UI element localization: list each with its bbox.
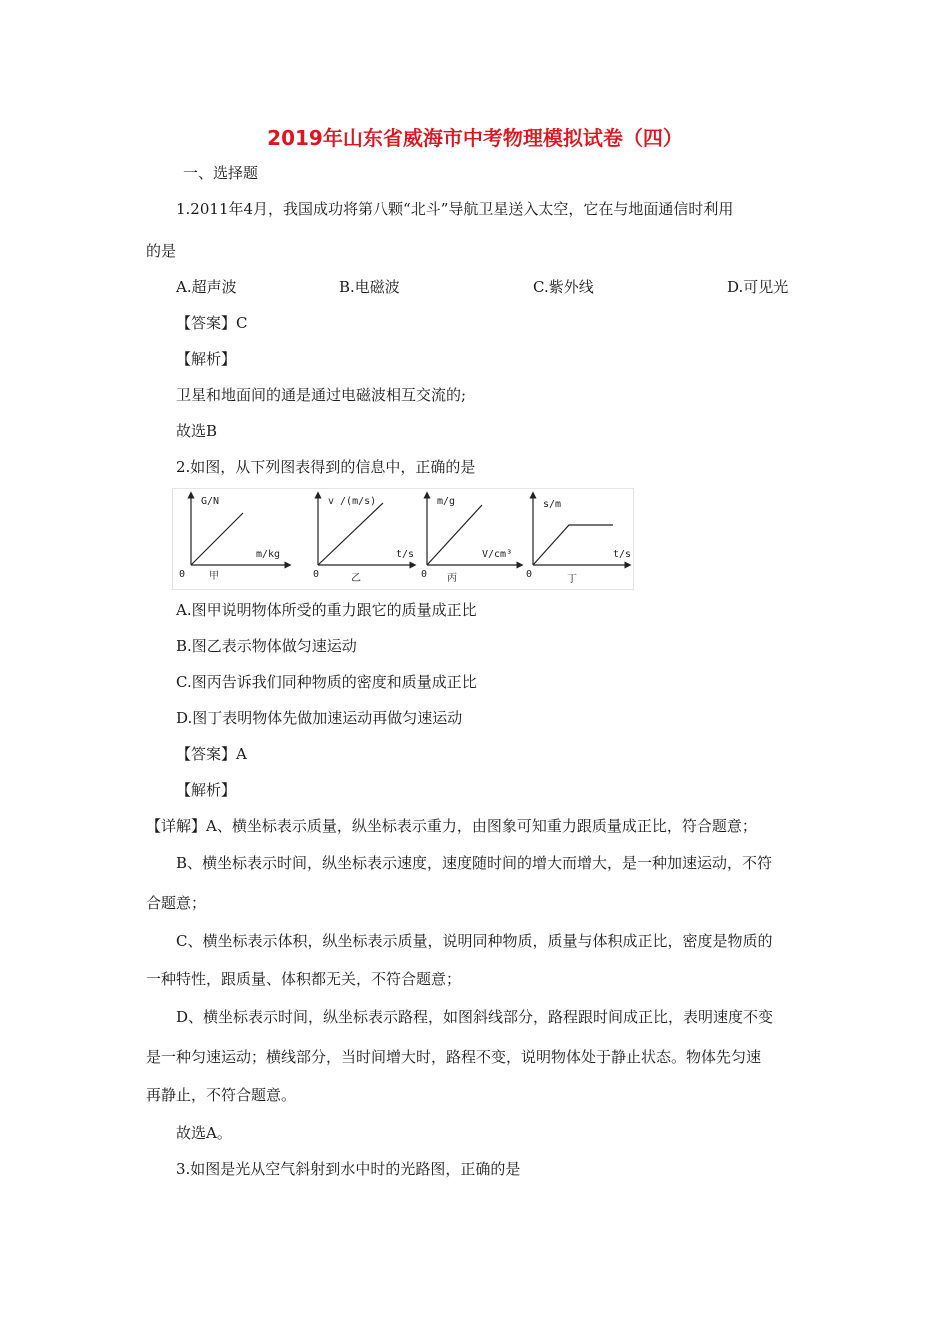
q2-detail-line8: 再静止，不符合题意。 <box>146 1086 297 1104</box>
graph-yi-ylabel: v /(m/s) <box>328 496 377 507</box>
q1-conclusion: 故选B <box>176 422 218 440</box>
q1-stem-line1: 1.2011年4月，我国成功将第八颗“北斗”导航卫星送入太空，它在与地面通信时利用 <box>176 200 734 218</box>
q2-option-d: D.图丁表明物体先做加速运动再做匀速运动 <box>176 709 463 727</box>
q1-option-a: A.超声波 <box>176 278 237 296</box>
graph-ding-line <box>533 525 613 565</box>
q1-analysis-label: 【解析】 <box>176 350 237 368</box>
graph-bing-line <box>427 505 482 565</box>
q2-detail-line6: D、横坐标表示时间，纵坐标表示路程，如图斜线部分，路程跟时间成正比，表明速度不变 <box>176 1008 774 1026</box>
q1-option-b: B.电磁波 <box>339 278 400 296</box>
graph-yi-origin: 0 <box>313 569 320 580</box>
q2-detail-line1: 【详解】A、横坐标表示质量，纵坐标表示重力，由图象可知重力跟质量成正比，符合题意； <box>146 817 757 835</box>
graph-bing-xlabel: V/cm³ <box>482 549 513 560</box>
graph-jia-line <box>191 513 243 565</box>
q2-option-c: C.图丙告诉我们同种物质的密度和质量成正比 <box>176 673 477 691</box>
section-heading: 一、选择题 <box>183 164 259 182</box>
graph-jia-ylabel: G/N <box>201 496 220 507</box>
q2-detail-line5: 一种特性，跟质量、体积都无关，不符合题意； <box>146 970 462 988</box>
graph-bing-origin: 0 <box>421 569 428 580</box>
q2-analysis-label: 【解析】 <box>176 781 237 799</box>
graph-ding-origin: 0 <box>526 569 533 580</box>
graph-jia-name: 甲 <box>209 571 219 582</box>
q2-option-a: A.图甲说明物体所受的重力跟它的质量成正比 <box>176 601 477 619</box>
q1-option-c: C.紫外线 <box>533 278 594 296</box>
q1-answer: 【答案】C <box>176 314 248 332</box>
q1-stem-line2: 的是 <box>146 242 177 260</box>
q2-detail-line3: 合题意； <box>146 894 207 912</box>
graph-ding-name: 丁 <box>567 574 577 585</box>
graph-jia-xlabel: m/kg <box>256 549 281 560</box>
graph-ding-ylabel: s/m <box>543 499 562 510</box>
q3-stem: 3.如图是光从空气斜射到水中时的光路图，正确的是 <box>176 1160 521 1178</box>
graph-bing <box>421 495 520 584</box>
q2-conclusion: 故选A。 <box>176 1124 232 1142</box>
q1-analysis: 卫星和地面间的通是通过电磁波相互交流的; <box>176 386 467 404</box>
graph-bing-name: 丙 <box>447 573 457 584</box>
q2-graphs-figure <box>172 488 634 590</box>
q2-detail-line2: B、横坐标表示时间，纵坐标表示速度，速度随时间的增大而增大，是一种加速运动，不符 <box>176 854 773 872</box>
q2-stem: 2.如图，从下列图表得到的信息中，正确的是 <box>176 458 476 476</box>
q2-detail-line4: C、横坐标表示体积，纵坐标表示质量，说明同种物质，质量与体积成正比，密度是物质的 <box>176 932 773 950</box>
graph-yi-line <box>318 503 383 565</box>
q2-option-b: B.图乙表示物体做匀速运动 <box>176 637 357 655</box>
graph-ding-xlabel: t/s <box>613 549 632 560</box>
graph-yi-xlabel: t/s <box>396 549 415 560</box>
page-title: 2019年山东省威海市中考物理模拟试卷（四） <box>267 126 683 150</box>
graph-jia-origin: 0 <box>179 569 186 580</box>
graph-bing-ylabel: m/g <box>437 496 456 507</box>
graph-jia <box>179 495 288 582</box>
q2-answer: 【答案】A <box>176 745 247 763</box>
q1-option-d: D.可见光 <box>727 278 789 296</box>
q2-graphs-svg <box>173 489 633 589</box>
q2-detail-line7: 是一种匀速运动；横线部分，当时间增大时，路程不变，说明物体处于静止状态。物体先匀速 <box>146 1048 762 1066</box>
graph-ding <box>526 495 631 585</box>
graph-yi <box>313 495 414 584</box>
graph-yi-name: 乙 <box>351 573 361 584</box>
